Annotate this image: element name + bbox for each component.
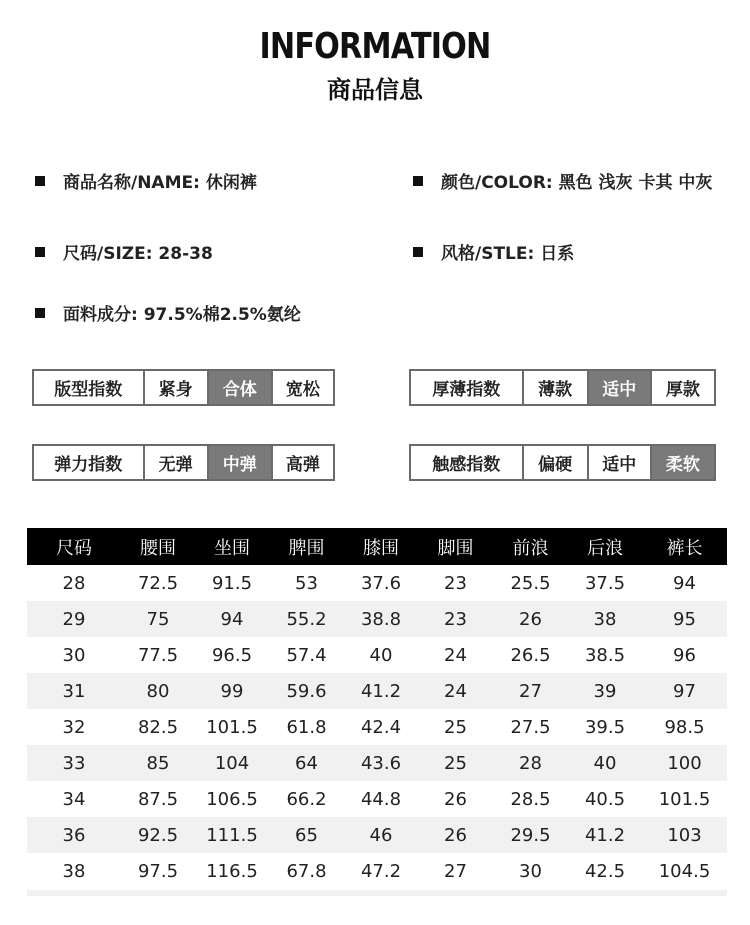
table-cell: 61.8 [286,716,327,738]
table-cell: 82.5 [137,716,179,738]
table-cell: 28 [493,745,568,781]
table-cell: 97.5 [137,860,179,882]
table-cell: 26 [418,817,493,853]
elasticity-index-label: 弹力指数 [54,455,123,475]
table-row [27,817,727,853]
fit-option-regular: 合体 [207,371,271,404]
table-cell: 24 [418,673,493,709]
table-cell: 34 [62,788,86,810]
table-cell: 29 [27,601,121,637]
thickness-option-thin: 薄款 [522,371,587,404]
header-front-rise: 前浪 [493,528,568,565]
table-cell: 25 [444,716,467,738]
table-cell: 27.5 [510,716,551,738]
table-cell: 100 [642,745,727,781]
table-cell: 39 [568,673,642,709]
table-cell: 42.5 [584,860,626,882]
table-row [27,601,727,637]
table-cell: 37.6 [360,572,402,594]
fit-option-tight: 紧身 [143,371,207,404]
table-cell: 30 [62,644,86,666]
info-style-text: 风格/STLE: 日系 [441,244,575,264]
table-cell: 43.6 [344,745,418,781]
bullet-icon [35,247,45,257]
table-cell: 38 [568,601,642,637]
table-cell: 57.4 [286,644,327,666]
table-cell: 55.2 [269,601,344,637]
table-cell: 53 [295,572,318,594]
table-cell: 99 [195,673,269,709]
table-cell: 41.2 [568,817,642,853]
table-cell: 101.5 [658,788,711,810]
page-subtitle: 商品信息 [327,76,423,104]
table-cell: 42.4 [360,716,402,738]
table-cell: 32 [62,716,86,738]
table-cell: 101.5 [206,716,258,738]
table-cell: 85 [121,745,195,781]
table-cell: 66.2 [286,788,327,810]
table-cell: 46 [344,817,418,853]
table-cell: 91.5 [211,572,253,594]
table-cell: 38.8 [344,601,418,637]
table-cell: 37.5 [584,572,626,594]
header-leg-opening: 脚围 [418,528,493,565]
table-cell: 40.5 [584,788,626,810]
table-cell: 36 [27,817,121,853]
size-table-header-row [27,528,727,565]
thickness-index-label: 厚薄指数 [432,380,501,400]
table-row [27,637,727,673]
table-cell: 104 [195,745,269,781]
table-cell: 75 [121,601,195,637]
table-cell: 97 [642,673,727,709]
table-cell: 38.5 [584,644,626,666]
feel-index-label: 触感指数 [432,455,501,475]
table-cell: 27 [444,860,467,882]
thickness-option-medium: 适中 [587,371,650,404]
table-cell: 26.5 [510,644,551,666]
size-table [27,528,727,889]
table-row [27,781,727,817]
table-cell: 23 [418,601,493,637]
table-cell: 87.5 [137,788,179,810]
table-row [27,673,727,709]
feel-option-soft: 柔软 [650,446,714,479]
elasticity-index-scale [32,444,335,481]
fit-index-scale [32,369,335,406]
info-style [413,239,574,264]
table-cell: 111.5 [195,817,269,853]
table-cell: 106.5 [206,788,258,810]
header-hip: 坐围 [195,528,269,565]
bullet-icon [35,176,45,186]
bullet-icon [413,247,423,257]
table-footer-strip [27,890,727,896]
table-row [27,709,727,745]
table-cell: 80 [121,673,195,709]
table-cell: 33 [27,745,121,781]
table-cell: 26 [493,601,568,637]
table-cell: 38 [62,860,86,882]
table-row [27,745,727,781]
elasticity-option-high: 高弹 [271,446,333,479]
fit-index-label: 版型指数 [54,380,123,400]
info-size-text: 尺码/SIZE: 28-38 [63,244,213,264]
table-row [27,565,727,601]
table-cell: 94 [673,572,696,594]
table-cell: 27 [493,673,568,709]
table-cell: 65 [269,817,344,853]
table-cell: 23 [444,572,467,594]
header-knee: 膝围 [344,528,418,565]
table-cell: 103 [642,817,727,853]
table-cell: 96 [673,644,696,666]
table-cell: 30 [519,860,542,882]
table-cell: 44.8 [360,788,402,810]
info-name-text: 商品名称/NAME: 休闲裤 [63,173,257,193]
info-color-text: 颜色/COLOR: 黑色 浅灰 卡其 中灰 [441,173,713,193]
header-waist: 腰围 [121,528,195,565]
table-cell: 95 [642,601,727,637]
table-cell: 77.5 [137,644,179,666]
table-cell: 26 [444,788,467,810]
feel-index-scale [409,444,716,481]
bullet-icon [413,176,423,186]
info-fabric [35,300,301,325]
table-cell: 24 [444,644,467,666]
table-cell: 25.5 [510,572,551,594]
table-cell: 41.2 [344,673,418,709]
header-size: 尺码 [27,528,121,565]
info-size [35,239,213,264]
info-fabric-text: 面料成分: 97.5%棉2.5%氨纶 [63,305,301,325]
info-name [35,168,257,193]
table-cell: 116.5 [206,860,258,882]
elasticity-option-none: 无弹 [143,446,207,479]
table-cell: 64 [269,745,344,781]
table-cell: 98.5 [664,716,705,738]
size-table-body [27,565,727,889]
table-cell: 47.2 [360,860,402,882]
header-thigh: 脾围 [269,528,344,565]
header-length: 裤长 [642,528,727,565]
bullet-icon [35,308,45,318]
fit-option-loose: 宽松 [271,371,333,404]
header-back-rise: 后浪 [568,528,642,565]
page-title: INFORMATION [259,26,491,67]
table-cell: 104.5 [658,860,711,882]
table-cell: 39.5 [584,716,626,738]
table-cell: 67.8 [286,860,327,882]
table-cell: 28.5 [510,788,551,810]
table-cell: 28 [62,572,86,594]
table-cell: 72.5 [137,572,179,594]
table-cell: 59.6 [269,673,344,709]
feel-option-firm: 偏硬 [522,446,587,479]
table-cell: 40 [369,644,393,666]
table-cell: 29.5 [493,817,568,853]
table-cell: 96.5 [211,644,253,666]
table-cell: 40 [568,745,642,781]
thickness-index-scale [409,369,716,406]
elasticity-option-medium: 中弹 [207,446,271,479]
info-color [413,168,712,193]
feel-option-medium: 适中 [587,446,650,479]
table-row [27,853,727,889]
table-cell: 31 [27,673,121,709]
table-cell: 94 [195,601,269,637]
table-cell: 25 [418,745,493,781]
thickness-option-thick: 厚款 [650,371,714,404]
table-cell: 92.5 [121,817,195,853]
